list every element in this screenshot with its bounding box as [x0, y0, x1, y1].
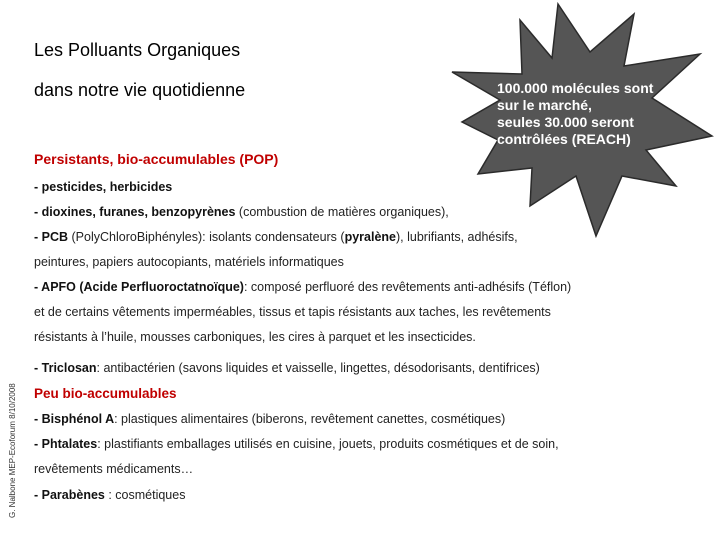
item-apfo [34, 280, 571, 294]
item-apfo-term: - APFO (Acide Perfluoroctatnoïque) [34, 280, 244, 294]
item-phtalates-desc: : plastifiants emballages utilisés en cuisine, jouets, produits cosmétiques et de soin, [97, 437, 559, 451]
item-apfo-line-2: et de certains vêtements imperméables, tissus et tapis résistants aux taches, les revêtements [34, 305, 551, 319]
item-pcb-prefix: - [34, 230, 42, 244]
item-apfo-line-3: résistants à l’huile, mousses carboniques, les cires à parquet et les insecticides. [34, 330, 476, 344]
callout-line-1: 100.000 molécules sont [497, 80, 654, 96]
callout-line-3: seules 30.000 seront [497, 114, 634, 130]
item-dioxines-desc: (combustion de matières organiques), [235, 205, 449, 219]
item-bisphenol-desc: : plastiques alimentaires (biberons, revêtement canettes, cosmétiques) [114, 412, 506, 426]
item-parabenes [34, 488, 185, 502]
item-dioxines-term: - dioxines, furanes, benzopyrènes [34, 205, 236, 219]
title-line-2: dans notre vie quotidienne [34, 80, 246, 100]
item-triclosan-term: - Triclosan [34, 361, 97, 375]
title-line-1: Les Polluants Organiques [34, 40, 241, 60]
item-triclosan [34, 361, 540, 375]
item-triclosan-desc: : antibactérien (savons liquides et vaisselle, lingettes, désodorisants, dentifrices) [96, 361, 540, 375]
callout-text [497, 80, 653, 148]
pop-heading: Persistants, bio-accumulables (POP) [34, 151, 279, 167]
item-bisphenol [34, 412, 505, 426]
item-pcb-term: PCB [41, 230, 69, 244]
item-phtalates-term: - Phtalates [34, 437, 98, 451]
item-dioxines [34, 205, 449, 219]
low-heading: Peu bio-accumulables [34, 386, 177, 401]
item-bisphenol-term: - Bisphénol A [34, 412, 115, 426]
vertical-credit: G. Nalbone MEP-Ecoforum 8/10/2008 [8, 383, 17, 518]
item-pcb-desc: (PolyChloroBiphényles): isolants condensateurs ( [68, 230, 345, 244]
item-pcb-desc-rest: ), lubrifiants, adhésifs, [396, 230, 518, 244]
callout-line-2: sur le marché, [497, 97, 592, 113]
item-pesticides [34, 180, 172, 194]
item-phtalates-line-2: revêtements médicaments… [34, 462, 194, 476]
item-pcb [34, 230, 518, 244]
item-pcb-line-2: peintures, papiers autocopiants, matériels informatiques [34, 255, 344, 269]
item-phtalates [34, 437, 559, 451]
item-pcb-term2: pyralène [344, 230, 396, 244]
item-parabenes-term: - Parabènes [34, 488, 105, 502]
item-apfo-desc: : composé perfluoré des revêtements anti-adhésifs (Téflon) [243, 280, 572, 294]
callout-line-4: contrôlées (REACH) [497, 131, 631, 147]
item-parabenes-desc: : cosmétiques [104, 488, 186, 502]
item-pesticides-term: - pesticides, herbicides [34, 180, 173, 194]
